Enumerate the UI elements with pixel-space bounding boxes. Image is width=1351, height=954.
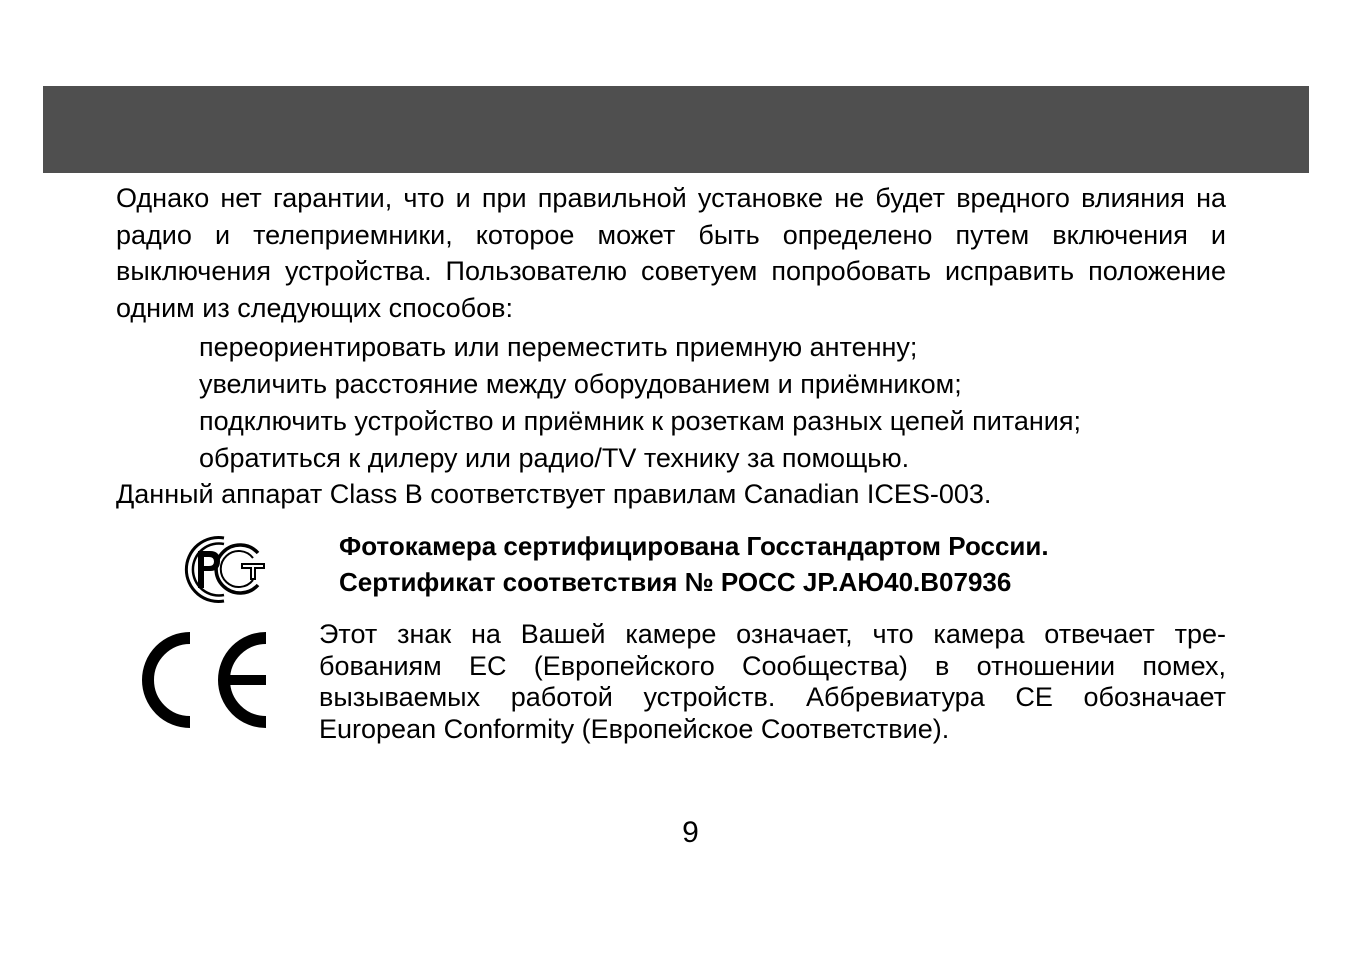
- list-item: переориентировать или переместить приемную антенну;: [199, 332, 918, 362]
- header-bar: [43, 86, 1309, 173]
- gost-line-2: Сертификат соответствия № РОСС JP.АЮ40.В07936: [339, 567, 1012, 597]
- measures-list: [199, 329, 1081, 477]
- rst-certification-icon: [178, 533, 270, 605]
- list-item: подключить устройство и приёмник к розеткам разных цепей питания;: [199, 406, 1082, 436]
- ce-mark-icon: [128, 630, 272, 730]
- page-number: 9: [682, 816, 699, 849]
- gost-line-1: Фотокамера сертифицирована Госстандартом России.: [339, 531, 1049, 561]
- ce-description: Этот знак на Вашей камере означает, что камера отвечает тре-бованиям ЕС (Европейского Сообщества) в отношении помех, вызываемых работой устройств. Аббревиатура CE обозначает European Conformity (Европейское Соответствие).: [319, 619, 1226, 745]
- gost-certification-text: [339, 528, 1049, 600]
- list-item: обратиться к дилеру или радио/TV технику за помощью.: [199, 443, 910, 473]
- intro-paragraph: Однако нет гарантии, что и при правильной установке не будет вредного влияния на радио и телеприемники, которое может быть определено путем включения и выключения устройства. Пользователю советуем попробовать исправить положение одним из следующих способов:: [116, 183, 1226, 323]
- class-b-statement: Данный аппарат Class B соответствует правилам Canadian ICES-003.: [116, 479, 992, 509]
- list-item: увеличить расстояние между оборудованием и приёмником;: [199, 369, 962, 399]
